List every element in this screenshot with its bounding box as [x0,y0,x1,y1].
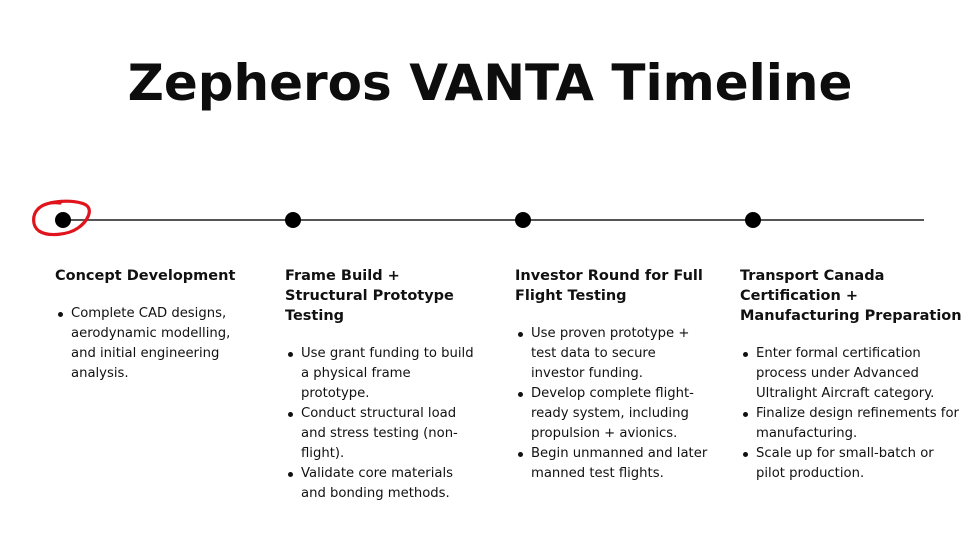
phase-2-items [285,344,481,504]
phase-4-item-3: Scale up for small-batch or pilot production. [740,444,962,484]
phase-3-title: Investor Round for Full Flight Testing [515,268,703,304]
phase-4-item-1: Enter formal certification process under Advanced Ultralight Aircraft category. [740,344,962,404]
phase-2-item-2: Conduct structural load and stress testing (non-flight). [285,404,481,464]
phase-4 [740,266,968,484]
phase-3 [515,266,715,484]
page-title: Zepheros VANTA Timeline [127,54,853,112]
phase-3-item-1: Use proven prototype + test data to secure investor funding. [515,324,713,384]
phase-1 [55,266,255,384]
highlight-ring-stroke [34,201,90,234]
phase-4-items [740,344,962,484]
phase-1-title: Concept Development [55,268,236,284]
phase-2-title: Frame Build + Structural Prototype Testing [285,268,454,324]
phase-3-item-2: Develop complete flight-ready system, including propulsion + avionics. [515,384,713,444]
phase-1-items [55,304,240,384]
phase-2-item-3: Validate core materials and bonding methods. [285,464,481,504]
phase-1-item-1: Complete CAD designs, aerodynamic modelling, and initial engineering analysis. [55,304,240,384]
phase-4-item-2: Finalize design refinements for manufacturing. [740,404,962,444]
current-phase-highlight-icon [30,197,92,241]
phase-2-item-1: Use grant funding to build a physical frame prototype. [285,344,481,404]
phase-2 [285,266,485,504]
timeline-marker-3 [515,212,531,228]
timeline-marker-2 [285,212,301,228]
timeline-axis [62,219,924,221]
phase-4-title: Transport Canada Certification + Manufacturing Preparation [740,268,962,324]
phase-3-item-3: Begin unmanned and later manned test flights. [515,444,713,484]
timeline-marker-4 [745,212,761,228]
phase-3-items [515,324,713,484]
